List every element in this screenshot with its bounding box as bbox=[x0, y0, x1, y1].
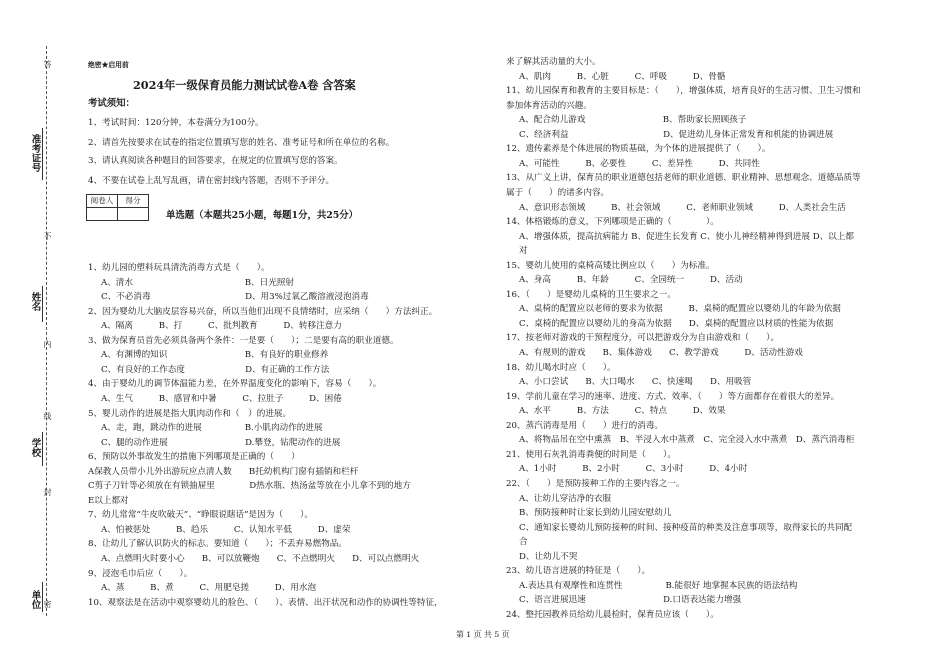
question-line: 2、因为婴幼儿大脑皮层容易兴奋，所以当他们出现不良情绪时，应采纳（ ）方法纠正。 bbox=[88, 306, 438, 317]
question-line: 10、观察法是在活动中观察婴幼儿的脸色、（ ）、表情、出汗状况和动作的协调性等特征， bbox=[88, 597, 443, 608]
option-line: B、预防接种时让家长到幼儿园安慰幼儿 bbox=[519, 508, 672, 519]
question-line: 24、整托园教养员给幼儿晨检时，保育员应该（ ）。 bbox=[506, 609, 719, 620]
score-table-grader-header: 阅卷人 bbox=[87, 195, 118, 208]
notice-heading: 考试须知： bbox=[88, 98, 135, 109]
school-field[interactable] bbox=[42, 432, 43, 466]
notice-item: 4、不要在试卷上乱写乱画，请在密封线内答题，否则不予评分。 bbox=[88, 176, 335, 186]
seal-mark-answer: 答 bbox=[43, 60, 52, 69]
option-line: A、将物品吊在空中熏蒸 B、半浸入水中蒸煮 C、完全浸入水中蒸煮 D、蒸汽消毒柜 bbox=[519, 435, 855, 446]
page-number: 第 1 页 共 5 页 bbox=[456, 630, 510, 639]
option-line: 对 bbox=[519, 246, 528, 257]
score-table-score-header: 得分 bbox=[118, 195, 149, 208]
seal-mark-inside: 内 bbox=[43, 340, 52, 349]
question-line: 8、让幼儿了解认识防火的标志。要知道（ ）；不丢弃易燃物品。 bbox=[88, 539, 347, 550]
option-line: C、通知家长婴幼儿预防接种的时间、接种疫苗的种类及注意事项等，取得家长的共同配 bbox=[519, 522, 853, 533]
option-line: A、有规则的游戏 B、集体游戏 C、教学游戏 D、活动性游戏 bbox=[519, 348, 803, 358]
question-line: 18、幼儿喝水时应（ ）。 bbox=[506, 362, 616, 373]
question-line: 22、（ ）是预防接种工作的主要内容之一。 bbox=[506, 478, 685, 489]
notice-item: 3、请认真阅读各种题目的回答要求，在规定的位置填写您的答案。 bbox=[88, 156, 343, 166]
option-line: C、有良好的工作态度 D、有正确的工作方法 bbox=[101, 364, 330, 375]
option-line: A、小口尝试 B、大口喝水 C、快速喝 D、用吸管 bbox=[519, 377, 752, 388]
secret-mark: 绝密★启用前 bbox=[88, 61, 129, 69]
option-line: A、意识形态领域 B、社会领域 C、老师职业领域 D、人类社会生活 bbox=[519, 202, 846, 213]
question-line: 1、幼儿园的塑料玩具清洗消毒方式是（ ）。 bbox=[88, 263, 270, 273]
option-line: A、清水 B、日光照射 bbox=[101, 277, 294, 288]
question-line: 15、婴幼儿使用的桌椅高矮比例应以（ ）为标准。 bbox=[506, 260, 715, 271]
option-line: A、1小时 B、2小时 C、3小时 D、4小时 bbox=[519, 464, 748, 475]
question-line: 17、按老师对游戏的干预程度分，可以把游戏分为自由游戏和（ ）。 bbox=[506, 333, 780, 344]
notice-item: 1、考试时间：120分钟，本卷满分为100分。 bbox=[88, 118, 264, 128]
option-line: A、隔离 B、打 C、批判教育 D、转移注意力 bbox=[101, 321, 342, 332]
notice-item: 2、请首先按要求在试卷的指定位置填写您的姓名、准考证号和所在单位的名称。 bbox=[88, 138, 395, 148]
question-line: 12、遗传素养是个体进展的物质基础，为个体的进展提供了（ ）。 bbox=[506, 144, 771, 155]
question-line: 21、使用石灰乳消毒粪便的时间是（ ）。 bbox=[506, 449, 676, 460]
option-line: A、让幼儿穿洁净的衣服 bbox=[519, 493, 612, 504]
score-cell[interactable] bbox=[118, 208, 149, 221]
option-line: A、怕被惩处 B、趋乐 C、认知水平低 D、虚荣 bbox=[101, 524, 351, 535]
question-line: 4、由于婴幼儿的调节体温能力差，在外界温度变化的影响下，容易（ ）。 bbox=[88, 379, 382, 390]
question-line: E以上都对 bbox=[88, 495, 129, 506]
question-line: C剪子刀针等必须放在有锁抽屉里 D热水瓶、热汤盆等放在小儿拿不到的地方 bbox=[88, 481, 411, 492]
question-line: 14、体格锻炼的意义，下列哪项是正确的（ ）。 bbox=[506, 217, 719, 228]
name-field[interactable] bbox=[42, 286, 43, 322]
option-line: 合 bbox=[519, 537, 528, 548]
grader-cell[interactable] bbox=[87, 208, 118, 221]
question-line: 6、预防以外事故发生的措施下列哪项是正确的（ ） bbox=[88, 452, 300, 463]
option-line: A、走，跑，跳动作的进展 B.小肌肉动作的进展 bbox=[101, 423, 323, 434]
question-line: 7、幼儿常常“牛皮吹破天”、“睁眼说瞎话”是因为（ ）。 bbox=[88, 510, 313, 521]
option-line: C、不必消毒 D、用3%过氧乙酸溶液浸泡消毒 bbox=[101, 292, 369, 303]
page-title: 2024年一级保育员能力测试试卷A卷 含答案 bbox=[133, 78, 356, 92]
option-line: A、可能性 B、必要性 C、差异性 D、共同性 bbox=[519, 158, 760, 169]
label-exam-number: 准考证号 bbox=[29, 134, 41, 172]
option-line: A、身高 B、年龄 C、全园统一 D、活动 bbox=[519, 275, 743, 286]
option-line: A、蒸 B、煮 C、用肥皂搓 D、用水泡 bbox=[101, 583, 317, 594]
option-line: A、桌椅的配置应以老师的要求为依据 B、桌椅的配置应以婴幼儿的年龄为依据 bbox=[519, 304, 841, 315]
question-line: 属于（ ）的诸多内容。 bbox=[506, 187, 610, 198]
question-line: 23、幼儿语言进展的特征是（ ）。 bbox=[506, 566, 651, 577]
option-line: C、经济利益 D、促进幼儿身体正常发育和机能的协调进展 bbox=[519, 129, 834, 140]
seal-mark-seal: 封 bbox=[43, 488, 52, 497]
option-line: A、肌肉 B、心脏 C、呼吸 D、骨骼 bbox=[519, 71, 726, 82]
option-line: A.表达具有观摩性和连贯性 B.能很好 地掌握本民族的语法结构 bbox=[519, 580, 798, 591]
option-line: A、点燃明火时要小心 B、可以放鞭炮 C、不点燃明火 D、可以点燃明火 bbox=[101, 554, 420, 564]
score-table bbox=[86, 194, 149, 221]
question-line: 5、婴儿动作的进展是指大肌肉动作和（ ）的进展。 bbox=[88, 408, 292, 419]
question-line: 19、学前儿童在学习的速率、进度、方式、效率、（ ）等方面都存在着很大的差异。 bbox=[506, 391, 840, 402]
option-line: A、配合幼儿游戏 B、帮助家长照顾孩子 bbox=[519, 115, 747, 126]
question-line: 9、浸泡毛巾后应（ ）。 bbox=[88, 568, 193, 579]
label-name: 姓名 bbox=[29, 292, 41, 311]
option-line: C、语言进展迅速 D.口语表达能力增强 bbox=[519, 595, 742, 606]
section-heading: 单选题（本题共25小题，每题1分，共25分） bbox=[166, 210, 358, 221]
option-line: D、让幼儿不哭 bbox=[519, 551, 578, 562]
seal-mark-not: 不 bbox=[43, 232, 52, 241]
question-line: 16、（ ）是婴幼儿桌椅的卫生要求之一。 bbox=[506, 289, 676, 300]
seal-mark-line: 线 bbox=[43, 412, 52, 421]
question-line: 3、做为保育员首先必须具备两个条件：一是要（ ）；二是要有高的职业道德。 bbox=[88, 335, 399, 346]
option-line: C、桌椅的配置应以婴幼儿的身高为依据 D、桌椅的配置应以材质的性能为依据 bbox=[519, 318, 834, 329]
option-line: A、有渊博的知识 B、有良好的职业修养 bbox=[101, 350, 329, 361]
exam-number-field[interactable] bbox=[42, 128, 43, 180]
seal-mark-secret: 密 bbox=[43, 600, 52, 609]
question-line: 13、从广义上讲，保育员的职业道德包括老师的职业道德、职业精神、思想观念、道德品质等 bbox=[506, 173, 861, 184]
label-unit: 单位 bbox=[29, 590, 41, 609]
question-line: A保教人员带小儿外出游玩应点清人数 B托幼机构门窗有插销和栏杆 bbox=[88, 466, 359, 477]
binding-dashed-line bbox=[46, 46, 47, 616]
option-line: A、水平 B、方法 C、特点 D、效果 bbox=[519, 406, 726, 417]
option-line: A、增强体质，提高抗病能力 B、促进生长发育 C、使小儿神经精神得到进展 D、以上都 bbox=[519, 231, 854, 242]
label-school: 学校 bbox=[29, 438, 41, 457]
option-line: C、腿的动作进展 D.攀登，钻爬动作的进展 bbox=[101, 437, 341, 448]
question-line: 11、幼儿园保育和教育的主要目标是：（ ），增强体质，培育良好的生活习惯、卫生习惯和 bbox=[506, 86, 861, 97]
question-line: 参加体育活动的兴趣。 bbox=[506, 100, 592, 111]
option-line: A、生气 B、感冒和中暑 C、拉肚子 D、困倦 bbox=[101, 393, 342, 404]
question-line: 20、蒸汽消毒是用（ ）进行的消毒。 bbox=[506, 420, 664, 431]
question-line: 来了解其活动量的大小。 bbox=[506, 57, 601, 67]
